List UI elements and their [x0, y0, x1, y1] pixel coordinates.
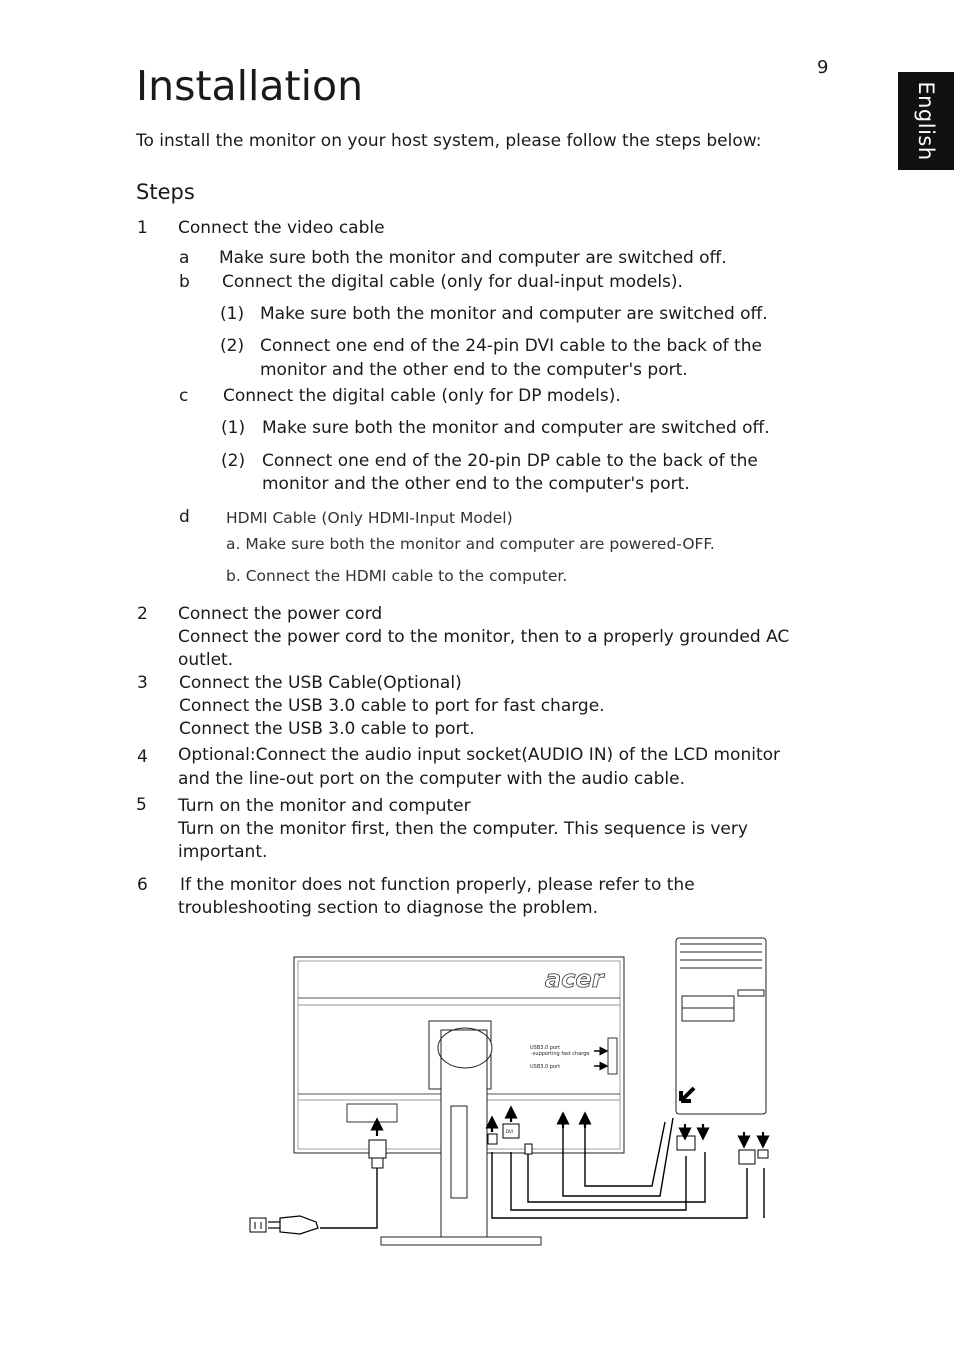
step-text: Connect the power cord to the monitor, then to a properly grounded AC — [178, 627, 790, 647]
arrow-icon — [377, 1112, 763, 1142]
step-text: Connect the USB 3.0 cable to port. — [179, 719, 475, 739]
step-text: troubleshooting section to diagnose the problem. — [178, 898, 598, 918]
brand-logo: acer — [545, 965, 604, 993]
substep-text: Make sure both the monitor and computer are switched off. — [219, 248, 727, 268]
step-title: Turn on the monitor and computer — [178, 796, 471, 816]
power-plug-icon — [268, 1216, 318, 1234]
step-title: Connect the USB Cable(Optional) — [179, 673, 462, 693]
step-number: 3 — [137, 673, 148, 693]
step-text: outlet. — [178, 650, 234, 670]
step-title: Connect the power cord — [178, 604, 383, 624]
step-text: Turn on the monitor first, then the computer. This sequence is very — [178, 819, 748, 839]
item-text: Connect one end of the 20-pin DP cable to the back of the — [262, 451, 758, 471]
step-number: 4 — [137, 747, 148, 767]
substep-label: c — [179, 386, 189, 406]
language-tab-label: English — [914, 81, 938, 161]
usb-port-label: -supporting fast charge — [531, 1051, 590, 1057]
intro-text: To install the monitor on your host system, please follow the steps below: — [136, 131, 762, 151]
page-title: Installation — [136, 62, 364, 110]
step-number: 6 — [137, 875, 148, 895]
step-number: 5 — [136, 795, 147, 815]
power-outlet-icon — [250, 1218, 266, 1232]
usb-port-label: USB3.0 port — [530, 1064, 561, 1070]
substep-label: b — [179, 272, 190, 292]
item-label: (2) — [220, 336, 245, 356]
connectors — [369, 1124, 768, 1168]
item-text: monitor and the other end to the computer's port. — [262, 474, 690, 494]
item-text: Make sure both the monitor and computer are switched off. — [260, 304, 768, 324]
item-text: Connect one end of the 24-pin DVI cable to the back of the — [260, 336, 762, 356]
step-text: Optional:Connect the audio input socket(AUDIO IN) of the LCD monitor — [178, 745, 781, 765]
cables — [320, 1118, 764, 1228]
computer-tower — [676, 938, 766, 1114]
step-text: Connect the USB 3.0 cable to port for fast charge. — [179, 696, 605, 716]
substep-text: HDMI Cable (Only HDMI-Input Model) — [226, 509, 513, 527]
substep-text: Connect the digital cable (only for DP models). — [223, 386, 621, 406]
step-text: If the monitor does not function properly, please refer to the — [180, 875, 695, 895]
usb-port-label: USB3.0 port — [530, 1045, 561, 1051]
step-title: Connect the video cable — [178, 218, 385, 238]
item-label: (1) — [221, 418, 246, 438]
substep-label: a — [179, 248, 190, 268]
steps-heading: Steps — [136, 180, 195, 204]
substep-text: b. Connect the HDMI cable to the computer. — [226, 567, 568, 585]
port-label: DVI — [506, 1129, 513, 1134]
substep-text: Connect the digital cable (only for dual-input models). — [222, 272, 683, 292]
arrow-icon — [594, 1051, 604, 1066]
item-text: Make sure both the monitor and computer are switched off. — [262, 418, 770, 438]
page-number: 9 — [817, 57, 829, 78]
step-text: important. — [178, 842, 268, 862]
substep-label: d — [179, 507, 190, 527]
item-label: (2) — [221, 451, 246, 471]
substep-text: a. Make sure both the monitor and computer are powered-OFF. — [226, 535, 715, 553]
item-text: monitor and the other end to the computer's port. — [260, 360, 688, 380]
step-text: and the line-out port on the computer with the audio cable. — [178, 769, 686, 789]
step-number: 1 — [137, 218, 148, 238]
step-number: 2 — [137, 604, 148, 624]
item-label: (1) — [220, 304, 245, 324]
